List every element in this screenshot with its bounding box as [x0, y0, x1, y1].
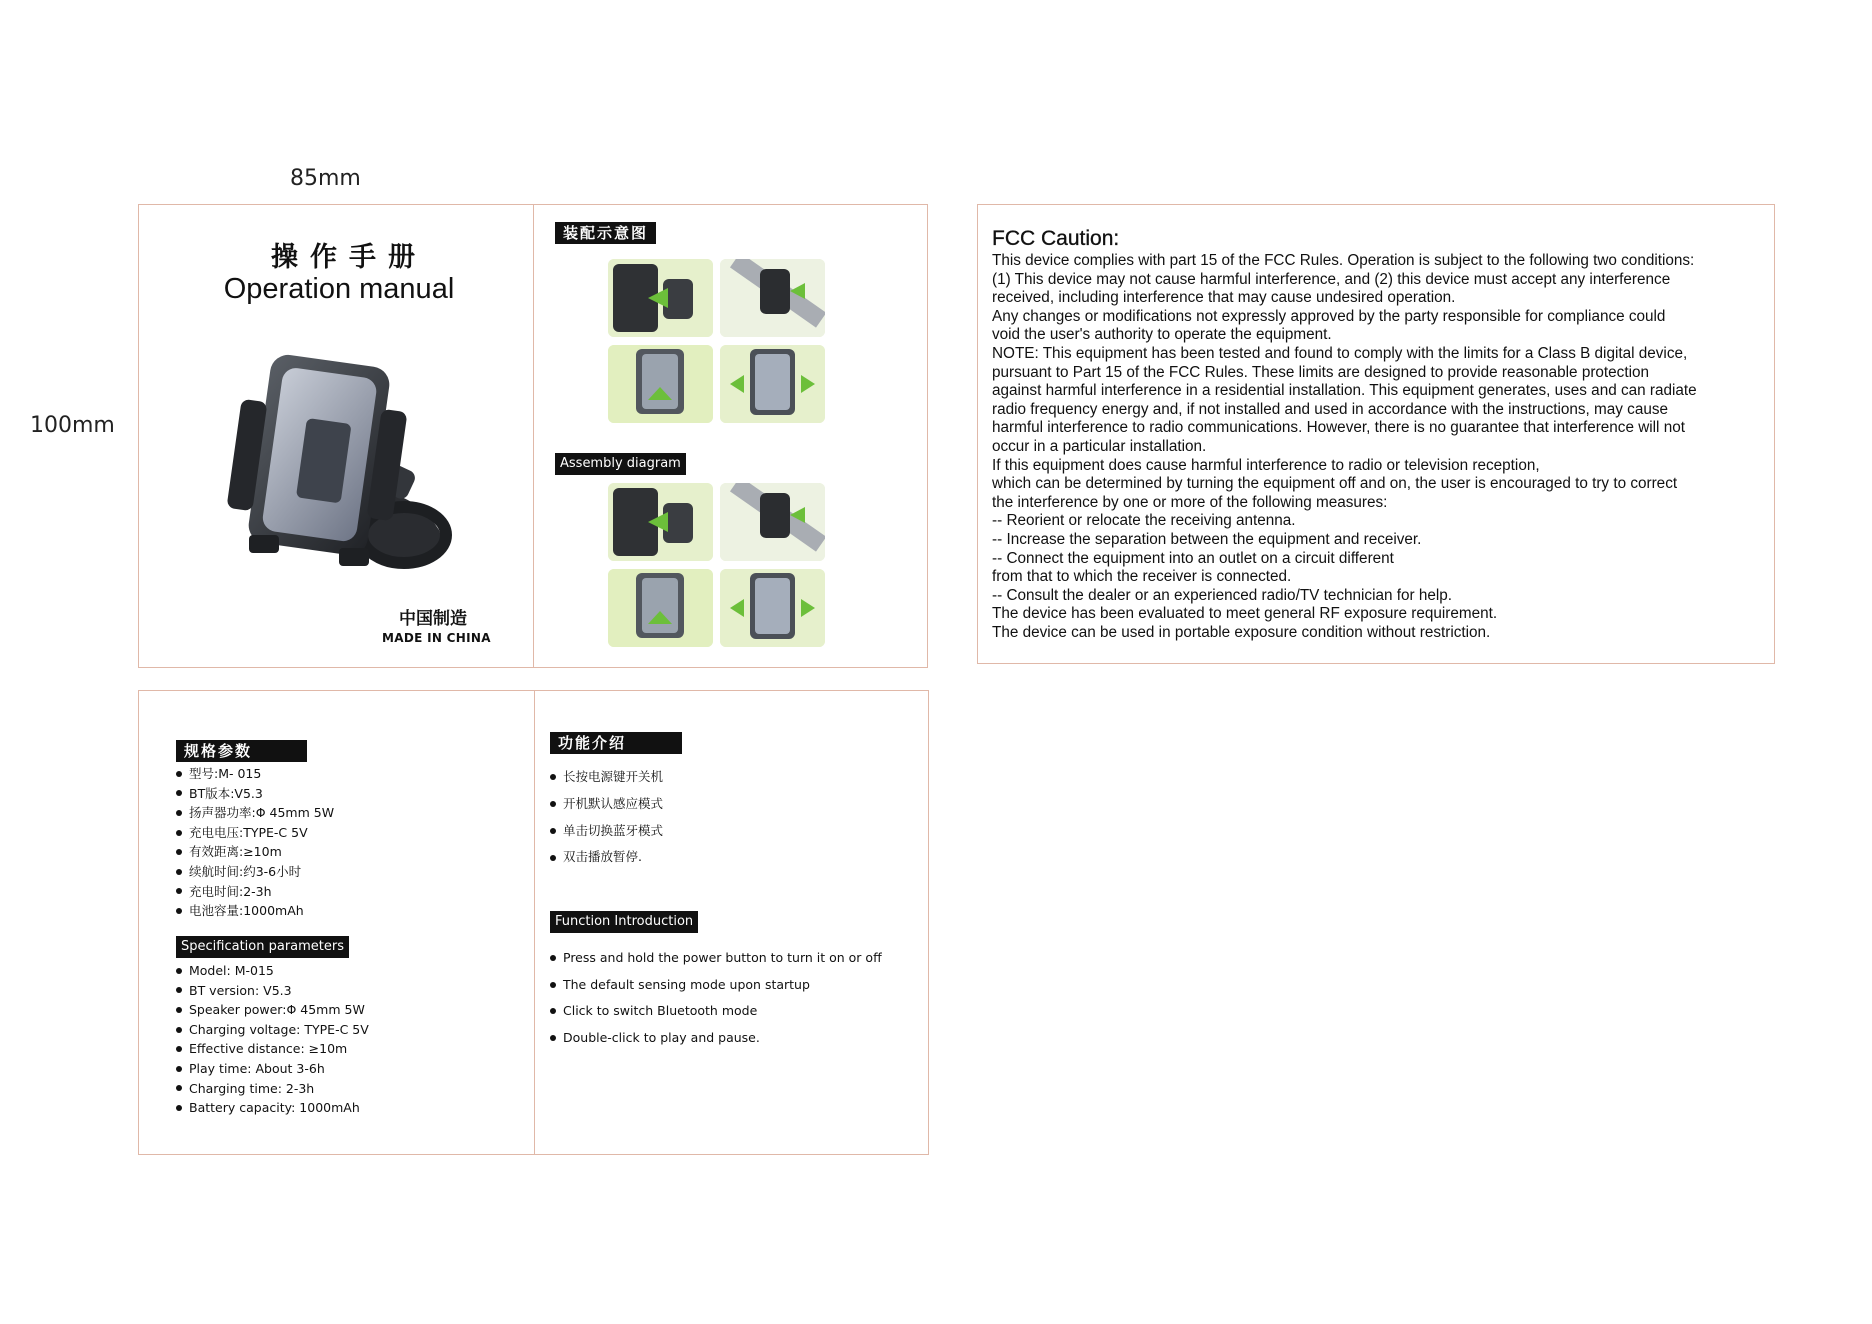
assembly-step-3-image: [608, 345, 713, 423]
assembly-step-1-image: [608, 259, 713, 337]
fcc-line: If this equipment does cause harmful interference to radio or television reception,: [992, 456, 1540, 474]
fcc-line: This device complies with part 15 of the FCC Rules. Operation is subject to the following two conditions:: [992, 252, 1695, 269]
fcc-caution-box: [977, 204, 1775, 664]
spec-item-en: Charging time: 2-3h: [175, 1079, 369, 1099]
function-item-en: Click to switch Bluetooth mode: [549, 998, 882, 1025]
spec-label-en: Specification parameters: [176, 936, 349, 958]
fcc-line: void the user's authority to operate the equipment.: [992, 326, 1332, 344]
assembly-step-2-image: [720, 259, 825, 337]
fcc-line: occur in a particular installation.: [992, 437, 1207, 455]
function-item-cn: 开机默认感应模式: [549, 791, 663, 818]
fold-line: [533, 205, 534, 667]
fcc-line: the interference by one or more of the following measures:: [992, 493, 1388, 511]
fcc-line: against harmful interference in a residential installation. This equipment generates, uses and can radiate: [992, 382, 1697, 400]
spec-item-en: Charging voltage: TYPE-C 5V: [175, 1020, 369, 1040]
fcc-title: FCC Caution:: [992, 227, 1120, 250]
spec-list-cn: [175, 764, 334, 921]
fcc-body: [992, 252, 1767, 642]
function-list-en: [549, 945, 882, 1051]
made-in-china-en: MADE IN CHINA: [382, 631, 491, 645]
assembly-step-4-image-en: [720, 569, 825, 647]
spec-item-cn: 充电时间:2-3h: [175, 882, 334, 902]
assembly-step-4-image: [720, 345, 825, 423]
manual-back-sheet: [138, 690, 929, 1155]
assembly-label-en: Assembly diagram: [555, 453, 686, 475]
function-item-cn: 双击播放暂停.: [549, 844, 663, 871]
height-dimension-label: 100mm: [30, 413, 115, 438]
made-in-china-cn: 中国制造: [399, 609, 467, 629]
spec-item-cn: 型号:M- 015: [175, 764, 334, 784]
function-item-cn: 单击切换蓝牙模式: [549, 818, 663, 845]
spec-item-en: Play time: About 3-6h: [175, 1059, 369, 1079]
fcc-line: -- Increase the separation between the equipment and receiver.: [992, 530, 1422, 548]
function-label-cn: 功能介绍: [550, 732, 682, 754]
function-item-en: Double-click to play and pause.: [549, 1025, 882, 1052]
cover-title-en: Operation manual: [223, 273, 455, 305]
spec-item-cn: 电池容量:1000mAh: [175, 901, 334, 921]
fcc-line: (1) This device may not cause harmful interference, and (2) this device must accept any interference: [992, 270, 1671, 288]
function-label-en: Function Introduction: [550, 911, 698, 933]
manual-front-sheet: [138, 204, 928, 668]
cover-title-cn: 操作手册: [271, 242, 427, 273]
fcc-line: -- Reorient or relocate the receiving antenna.: [992, 512, 1296, 530]
function-list-cn: [549, 764, 663, 871]
fcc-line: from that to which the receiver is connected.: [992, 568, 1292, 586]
spec-item-cn: 扬声器功率:Φ 45mm 5W: [175, 803, 334, 823]
fcc-line: which can be determined by turning the equipment off and on, the user is encouraged to try to correct: [992, 475, 1678, 493]
assembly-step-2-image-en: [720, 483, 825, 561]
function-item-en: Press and hold the power button to turn it on or off: [549, 945, 882, 972]
fcc-line: harmful interference to radio communications. However, there is no guarantee that interference will not: [992, 419, 1685, 437]
fcc-line: -- Connect the equipment into an outlet on a circuit different: [992, 549, 1394, 567]
spec-item-cn: 充电电压:TYPE-C 5V: [175, 823, 334, 843]
spec-item-cn: 续航时间:约3-6小时: [175, 862, 334, 882]
fcc-line: NOTE: This equipment has been tested and found to comply with the limits for a Class B digital device,: [992, 344, 1688, 362]
fcc-line: The device can be used in portable exposure condition without restriction.: [992, 623, 1491, 641]
function-item-cn: 长按电源键开关机: [549, 764, 663, 791]
fcc-line: -- Consult the dealer or an experienced radio/TV technician for help.: [992, 586, 1453, 604]
spec-label-cn: 规格参数: [176, 740, 307, 762]
fcc-line: Any changes or modifications not expressly approved by the party responsible for compliance could: [992, 307, 1666, 325]
width-dimension-label: 85mm: [290, 166, 361, 191]
fcc-line: The device has been evaluated to meet general RF exposure requirement.: [992, 605, 1498, 623]
spec-item-en: Effective distance: ≥10m: [175, 1039, 369, 1059]
fcc-line: radio frequency energy and, if not installed and used in accordance with the instructions, may cause: [992, 400, 1669, 418]
assembly-label-cn: 装配示意图: [555, 222, 656, 244]
fcc-line: pursuant to Part 15 of the FCC Rules. These limits are designed to provide reasonable protection: [992, 363, 1649, 381]
spec-item-cn: 有效距离:≥10m: [175, 842, 334, 862]
spec-item-en: Speaker power:Φ 45mm 5W: [175, 1000, 369, 1020]
assembly-step-1-image-en: [608, 483, 713, 561]
spec-item-en: BT version: V5.3: [175, 981, 369, 1001]
function-item-en: The default sensing mode upon startup: [549, 972, 882, 999]
spec-item-en: Battery capacity: 1000mAh: [175, 1098, 369, 1118]
spec-item-en: Model: M-015: [175, 961, 369, 981]
spec-item-cn: BT版本:V5.3: [175, 784, 334, 804]
phone-holder-product-image: [214, 340, 474, 580]
fcc-line: received, including interference that may cause undesired operation.: [992, 289, 1456, 307]
assembly-step-3-image-en: [608, 569, 713, 647]
fold-line: [534, 691, 535, 1154]
spec-list-en: [175, 961, 369, 1118]
